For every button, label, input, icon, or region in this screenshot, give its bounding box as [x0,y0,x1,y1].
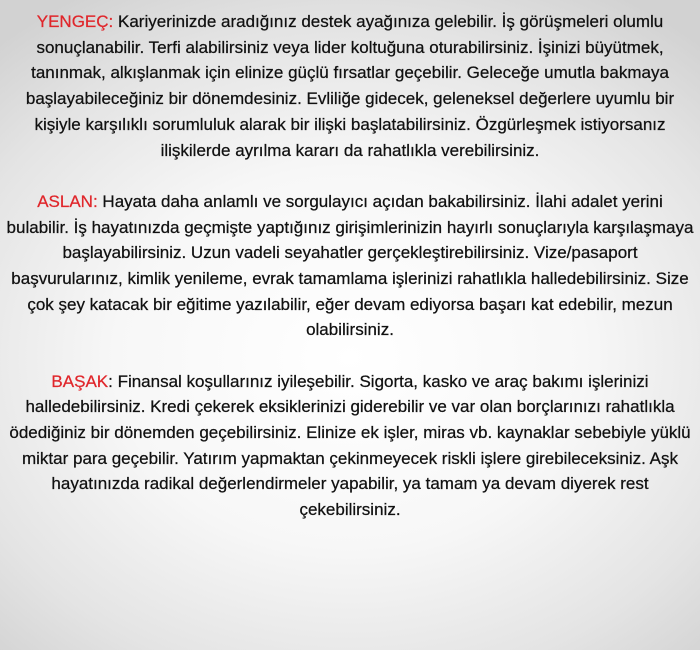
horoscope-text-basak: : Finansal koşullarınız iyileşebilir. Sigorta, kasko ve araç bakımı işlerinizi halledebilirsiniz. Kredi çekerek eksiklerinizi giderebilir ve var olan borçlarınızı rahatlıkla ödediğiniz bir dönemden geçebilirsiniz. Elinize ek işler, miras vb. kaynaklar sebebiyle yüklü miktar para geçebilir. Yatırım yapmaktan çekinmeyecek riskli işlere girebileceksiniz. Aşk hayatınızda radikal değerlendirmeler yapabilir, ya tamam ya devam diyerek rest çekebilirsiniz. [9,371,691,520]
sign-name-basak: BAŞAK [51,371,109,391]
horoscope-text-aslan: Hayata daha anlamlı ve sorgulayıcı açıdan bakabilirsiniz. İlahi adalet yerini bulabilir. İş hayatınızda geçmişte yaptığınız girişimlerinizin hayırlı sonuçlarıyla karşılaşmaya başlayabilirsiniz. Uzun vadeli seyahatler gerçekleştirebilirsiniz. Vize/pasaport başvurularınız, kimlik yenileme, evrak tamamlama işlerinizi rahatlıkla halledebilirsiniz. Size çok şey katacak bir eğitime yazılabilir, eğer devam ediyorsa başarı kat edebilir, mezun olabilirsiniz. [6,191,694,340]
sign-name-aslan: ASLAN: [37,191,98,211]
horoscope-section-basak [6,369,694,523]
horoscope-section-yengec [6,9,694,163]
horoscope-section-aslan [6,189,694,343]
sign-name-yengec: YENGEÇ: [36,12,114,31]
horoscope-text-yengec: Kariyerinizde aradığınız destek ayağınıza gelebilir. İş görüşmeleri olumlu sonuçlanabilir. Terfi alabilirsiniz veya lider koltuğuna oturabilirsiniz. İşinizi büyütmek, tanınmak, alkışlanmak için elinize güçlü fırsatlar geçebilir. Geleceğe umutla bakmaya başlayabileceğiniz bir dönemdesiniz. Evliliğe gidecek, geleneksel değerlere uyumlu bir kişiyle karşılıklı sorumluluk alarak bir ilişki başlatabilirsiniz. Özgürleşmek istiyorsanız ilişkilerde ayrılma kararı da rahatlıkla verebilirsiniz. [25,12,675,160]
